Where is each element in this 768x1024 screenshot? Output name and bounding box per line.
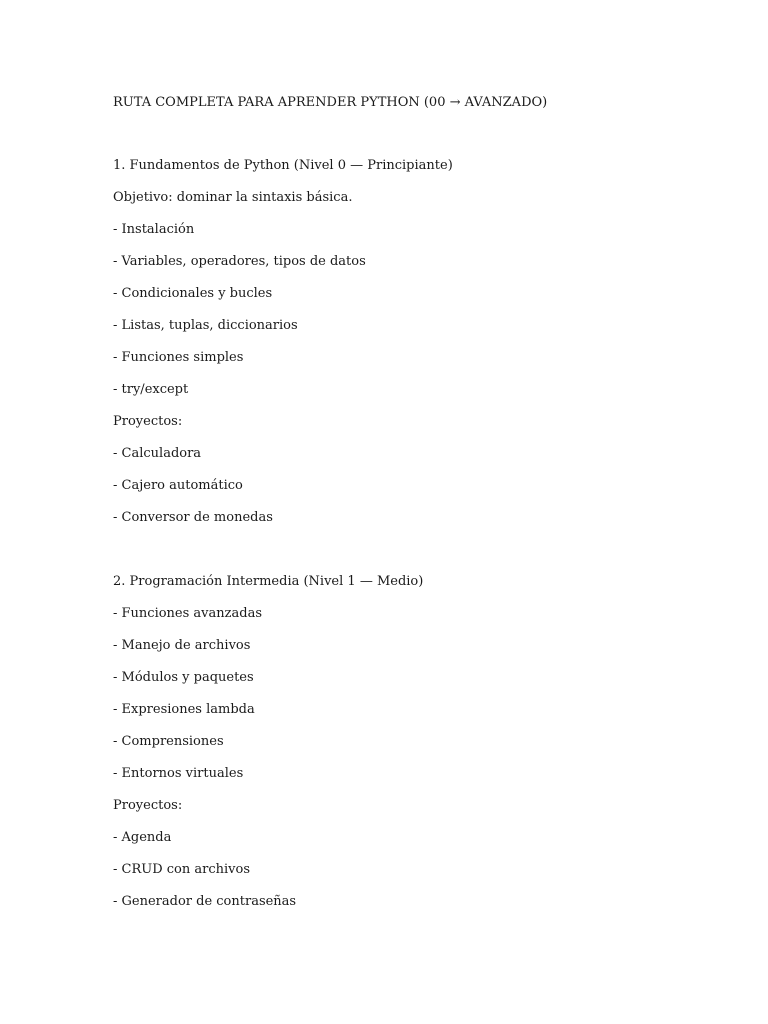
list-item: - Listas, tuplas, diccionarios (113, 318, 298, 333)
list-item: - Comprensiones (113, 734, 224, 749)
document-title: RUTA COMPLETA PARA APRENDER PYTHON (00 → AVANZADO) (113, 95, 548, 110)
list-item: - Variables, operadores, tipos de datos (113, 254, 366, 269)
project-item: - Conversor de monedas (113, 510, 273, 525)
list-item: - Condicionales y bucles (113, 286, 273, 301)
list-item: - Entornos virtuales (113, 766, 244, 781)
list-item: - Funciones simples (113, 350, 244, 365)
projects-label-2: Proyectos: (113, 798, 183, 813)
project-item: - Calculadora (113, 446, 202, 461)
list-item: - Instalación (113, 222, 195, 237)
list-item: - Módulos y paquetes (113, 670, 254, 685)
section-heading-1: 1. Fundamentos de Python (Nivel 0 — Principiante) (113, 158, 453, 173)
project-item: - Agenda (113, 830, 172, 845)
list-item: - Manejo de archivos (113, 638, 251, 653)
project-item: - Cajero automático (113, 478, 243, 493)
list-item: - Expresiones lambda (113, 702, 255, 717)
section-objective-1: Objetivo: dominar la sintaxis básica. (113, 190, 353, 205)
project-item: - CRUD con archivos (113, 862, 251, 877)
projects-label-1: Proyectos: (113, 414, 183, 429)
section-heading-2: 2. Programación Intermedia (Nivel 1 — Medio) (113, 574, 424, 589)
list-item: - Funciones avanzadas (113, 606, 262, 621)
list-item: - try/except (113, 382, 189, 397)
project-item: - Generador de contraseñas (113, 894, 297, 909)
